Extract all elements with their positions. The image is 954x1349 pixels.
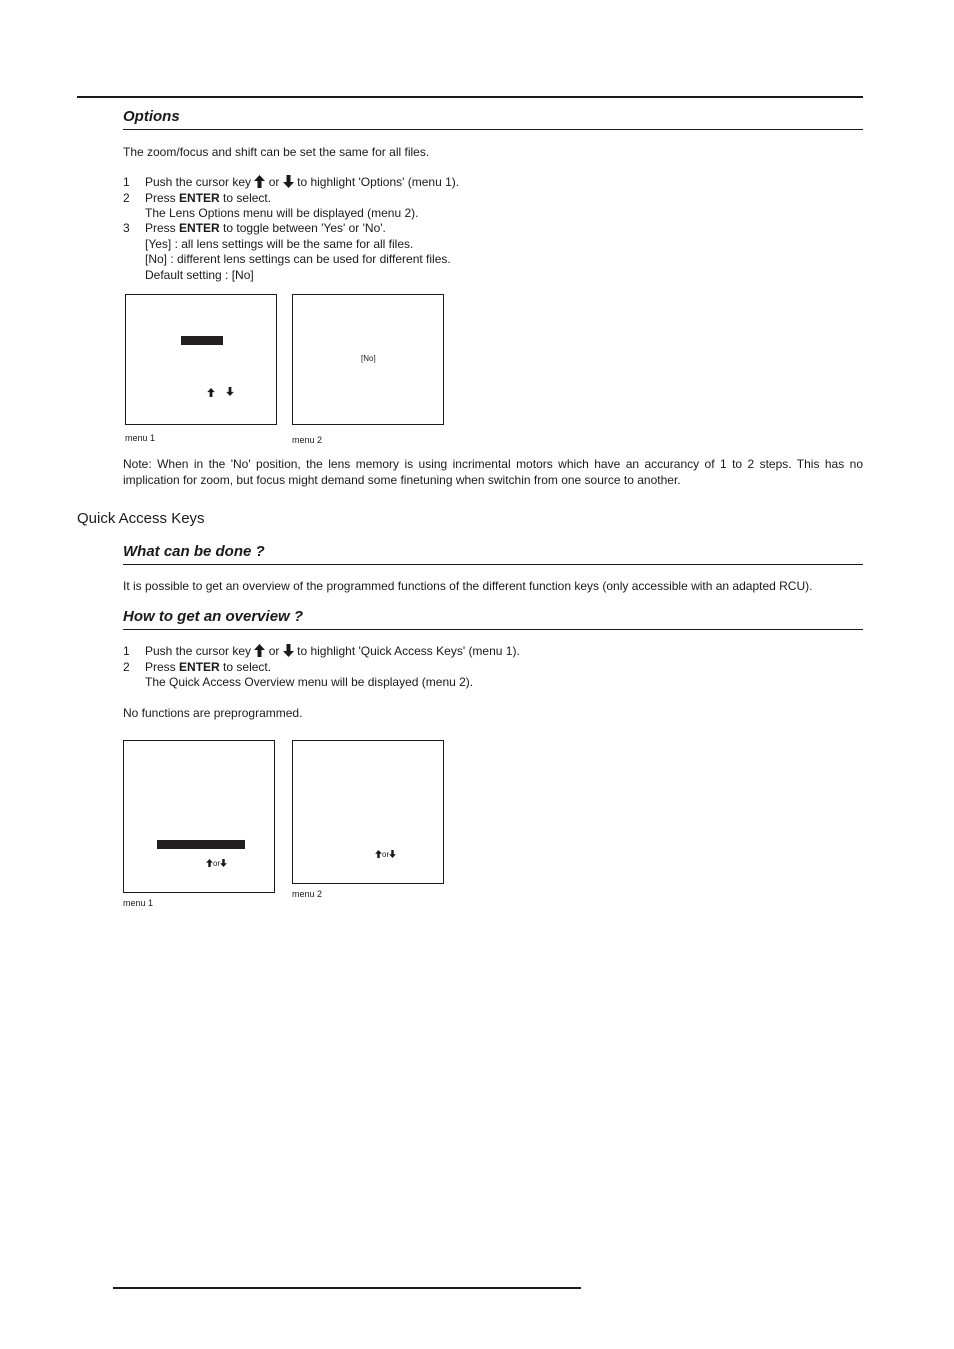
- menu-1-caption: menu 1: [123, 898, 154, 908]
- arrow-down-icon: [283, 175, 294, 188]
- yes-description: [Yes] : all lens settings will be the same for all files.: [145, 237, 414, 251]
- enter-key-label: ENTER: [179, 221, 220, 235]
- step-number: 1: [123, 644, 130, 658]
- bottom-rule: [113, 1287, 581, 1289]
- step-text: or: [268, 644, 280, 658]
- menu-2-caption: menu 2: [292, 889, 323, 899]
- options-step-2: [145, 191, 271, 207]
- arrow-down-icon: [389, 850, 396, 858]
- options-step-1: [145, 175, 459, 191]
- step-text: to highlight 'Quick Access Keys' (menu 1).: [297, 644, 520, 658]
- arrow-down-icon: [226, 387, 234, 396]
- step-text: Press: [145, 660, 176, 674]
- step-text: to highlight 'Options' (menu 1).: [297, 175, 460, 189]
- arrow-down-icon: [220, 859, 227, 867]
- what-heading: What can be done ?: [123, 543, 863, 565]
- quick-menu-2: [292, 740, 444, 884]
- quick-step-1: [145, 644, 520, 660]
- arrow-down-icon: [283, 644, 294, 657]
- menu-value: [No]: [361, 354, 376, 363]
- section-title: Quick Access Keys: [77, 510, 205, 527]
- step-text: to toggle between 'Yes' or 'No'.: [223, 221, 386, 235]
- step-text: to select.: [223, 191, 272, 205]
- how-heading: How to get an overview ?: [123, 608, 863, 630]
- top-rule: [77, 96, 863, 98]
- no-description: [No] : different lens settings can be used for different files.: [145, 252, 451, 266]
- step-text: Push the cursor key: [145, 644, 252, 658]
- options-step-3: [145, 221, 386, 237]
- step-text: Push the cursor key: [145, 175, 252, 189]
- enter-key-label: ENTER: [179, 191, 220, 205]
- options-step-2-line2: The Lens Options menu will be displayed (menu 2).: [145, 206, 419, 220]
- options-intro: The zoom/focus and shift can be set the same for all files.: [123, 145, 430, 159]
- arrow-up-icon: [254, 175, 265, 188]
- arrow-up-icon: [375, 850, 382, 858]
- menu-highlight-bar: [181, 336, 223, 345]
- enter-key-label: ENTER: [179, 660, 220, 674]
- menu-highlight-bar: [157, 840, 245, 849]
- or-label: or: [213, 859, 221, 868]
- what-text: It is possible to get an overview of the programmed functions of the different function keys (only accessible with an adapted RCU).: [123, 579, 813, 593]
- no-functions-text: No functions are preprogrammed.: [123, 706, 303, 720]
- arrow-up-icon: [207, 388, 215, 397]
- menu-1-caption: menu 1: [125, 433, 156, 443]
- step-text: Press: [145, 221, 176, 235]
- step-number: 2: [123, 191, 130, 205]
- or-arrows: [375, 850, 396, 859]
- options-note: Note: When in the 'No' position, the lens memory is using incrimental motors which have an accurancy of 1 to 2 steps. This has no implication for zoom, but focus might demand some finetuning when switchin from one source to another.: [123, 457, 863, 487]
- quick-menu-1: [123, 740, 275, 893]
- options-heading: Options: [123, 108, 863, 130]
- or-label: or: [382, 850, 390, 859]
- step-text: to select.: [223, 660, 272, 674]
- step-number: 2: [123, 660, 130, 674]
- step-number: 3: [123, 221, 130, 235]
- options-menu-1: [125, 294, 277, 425]
- arrow-up-icon: [254, 644, 265, 657]
- menu-2-caption: menu 2: [292, 435, 323, 445]
- step-number: 1: [123, 175, 130, 189]
- step-text: or: [268, 175, 280, 189]
- default-setting: Default setting : [No]: [145, 268, 254, 282]
- step-text: Press: [145, 191, 176, 205]
- quick-step-2: [145, 660, 271, 676]
- quick-step-2-line2: The Quick Access Overview menu will be displayed (menu 2).: [145, 675, 474, 689]
- or-arrows: [206, 859, 227, 868]
- arrow-up-icon: [206, 859, 213, 867]
- options-menu-2: [292, 294, 444, 425]
